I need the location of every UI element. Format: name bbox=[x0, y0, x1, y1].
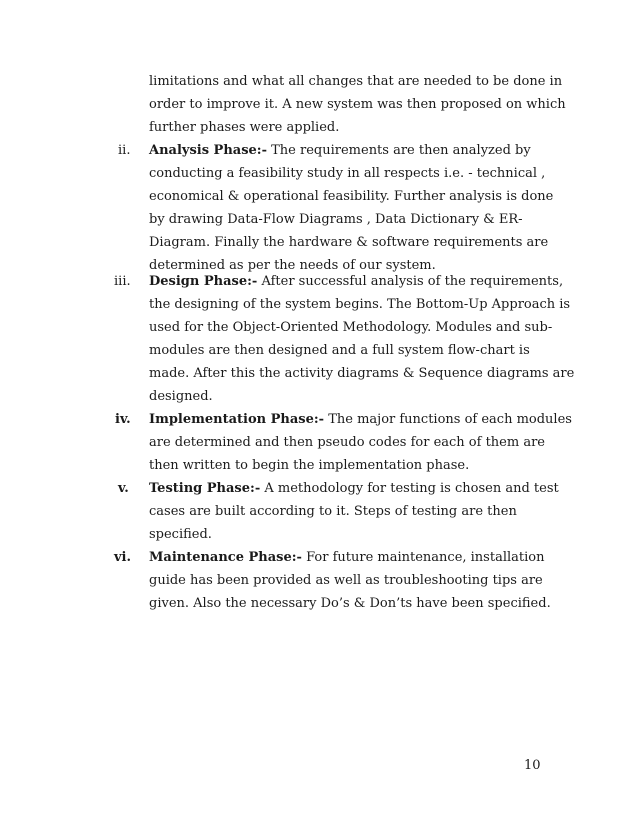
item-v-heading: Testing Phase:- bbox=[149, 481, 261, 496]
item-ii-line: by drawing Data-Flow Diagrams , Data Dictionary & ER- bbox=[149, 212, 523, 227]
item-iv-heading: Implementation Phase:- bbox=[149, 412, 325, 427]
item-numeral-vi: vi. bbox=[114, 550, 132, 565]
item-ii-line: determined as per the needs of our system. bbox=[149, 258, 436, 273]
item-iii-heading: Design Phase:- bbox=[149, 274, 258, 289]
item-v-first-rest: A methodology for testing is chosen and test bbox=[260, 481, 559, 496]
item-iii-line: designed. bbox=[149, 389, 213, 404]
item-iv-first-rest: The major functions of each modules bbox=[324, 412, 572, 427]
item-ii-line: Diagram. Finally the hardware & software requirements are bbox=[149, 235, 549, 250]
item-vi-heading: Maintenance Phase:- bbox=[149, 550, 302, 565]
item-iii-line: used for the Object-Oriented Methodology. Modules and sub- bbox=[149, 320, 553, 335]
item-vi-line: given. Also the necessary Do’s & Don’ts have been specified. bbox=[149, 596, 551, 611]
item-v-line: specified. bbox=[149, 527, 212, 542]
intro-line-2: order to improve it. A new system was then proposed on which bbox=[149, 97, 566, 112]
item-iv-first-line bbox=[149, 412, 572, 428]
item-vi-first-line bbox=[149, 550, 544, 566]
item-vi-line: guide has been provided as well as troubleshooting tips are bbox=[149, 573, 543, 588]
item-iii-line: modules are then designed and a full system flow-chart is bbox=[149, 343, 530, 358]
item-iii-line: the designing of the system begins. The Bottom-Up Approach is bbox=[149, 297, 571, 312]
item-iii-first-rest: After successful analysis of the requirements, bbox=[257, 274, 564, 289]
item-ii-first-line bbox=[149, 143, 531, 159]
item-numeral-v: v. bbox=[118, 481, 129, 496]
item-numeral-iv: iv. bbox=[115, 412, 131, 427]
intro-line-1: limitations and what all changes that are needed to be done in bbox=[149, 74, 563, 89]
item-ii-line: economical & operational feasibility. Further analysis is done bbox=[149, 189, 554, 204]
item-iii-first-line bbox=[149, 274, 563, 290]
item-ii-line: conducting a feasibility study in all respects i.e. - technical , bbox=[149, 166, 546, 181]
item-v-first-line bbox=[149, 481, 559, 497]
item-iv-line: are determined and then pseudo codes for each of them are bbox=[149, 435, 545, 450]
item-numeral-ii: ii. bbox=[118, 143, 131, 158]
intro-line-3: further phases were applied. bbox=[149, 120, 340, 135]
item-vi-first-rest: For future maintenance, installation bbox=[301, 550, 545, 565]
item-v-line: cases are built according to it. Steps of testing are then bbox=[149, 504, 517, 519]
item-numeral-iii: iii. bbox=[114, 274, 131, 289]
page-number: 10 bbox=[524, 758, 541, 773]
item-ii-heading: Analysis Phase:- bbox=[149, 143, 267, 158]
item-iv-line: then written to begin the implementation phase. bbox=[149, 458, 470, 473]
item-ii-first-rest: The requirements are then analyzed by bbox=[267, 143, 531, 158]
item-iii-line: made. After this the activity diagrams & Sequence diagrams are bbox=[149, 366, 575, 381]
